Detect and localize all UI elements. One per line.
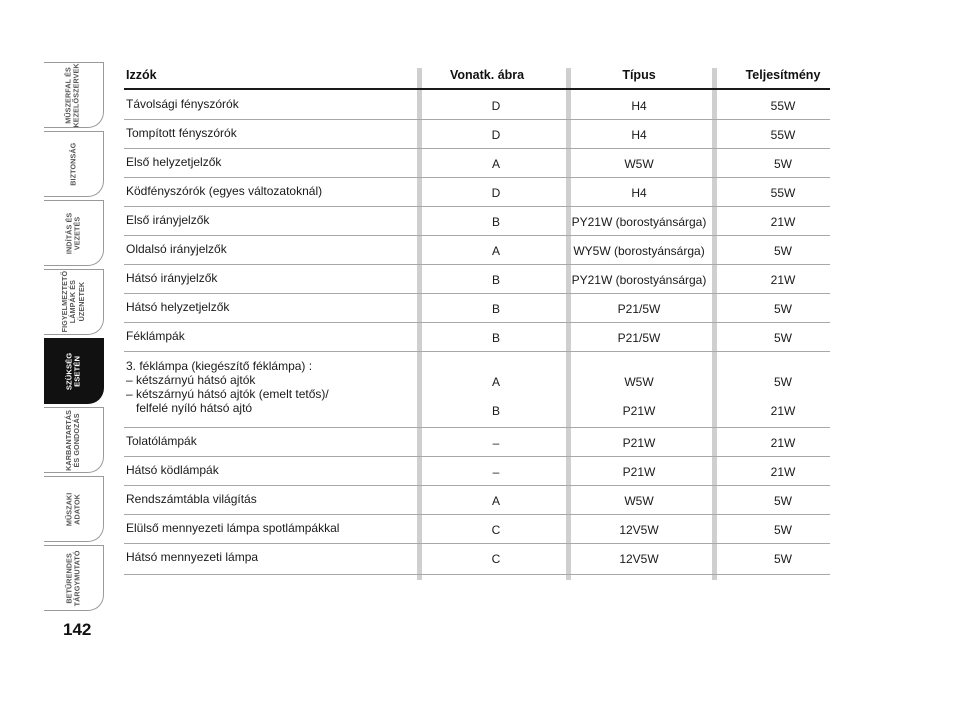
bulb-power: 5W bbox=[774, 523, 792, 537]
bulb-name: Rendszámtábla világítás bbox=[126, 492, 257, 506]
bulb-type: W5W bbox=[624, 157, 654, 171]
table-row bbox=[124, 293, 830, 323]
bulb-type: 12V5W bbox=[619, 552, 659, 566]
table-row bbox=[124, 351, 830, 428]
table-row bbox=[124, 206, 830, 236]
header-type: Típus bbox=[622, 68, 656, 82]
bulb-type: H4 bbox=[631, 128, 647, 142]
page-number: 142 bbox=[63, 620, 92, 639]
bulb-power: 5W bbox=[774, 331, 792, 345]
table-row bbox=[124, 427, 830, 457]
table-row bbox=[124, 456, 830, 486]
bulb-type: P21/5W bbox=[617, 302, 661, 316]
bulb-ref: C bbox=[491, 523, 501, 537]
tab-label: KARBANTARTÁS ÉS GONDOZÁS bbox=[64, 409, 82, 471]
bulb-type: P21W bbox=[622, 404, 656, 418]
tab-label: INDÍTÁS ÉS VEZETÉS bbox=[64, 212, 82, 254]
bulb-power: 5W bbox=[774, 375, 792, 389]
bulb-name: Féklámpák bbox=[126, 329, 185, 343]
tab-safety[interactable] bbox=[44, 131, 104, 197]
tab-index[interactable] bbox=[44, 545, 104, 611]
bulb-power: 55W bbox=[770, 128, 796, 142]
bulb-ref: B bbox=[491, 302, 500, 316]
tab-label: BETŰRENDES TÁRGYMUTATÓ bbox=[64, 550, 82, 606]
table-row bbox=[124, 148, 830, 178]
bulb-power: 5W bbox=[774, 552, 792, 566]
bulb-name: Hátsó helyzetjelzők bbox=[126, 300, 230, 314]
bulb-ref: D bbox=[491, 99, 501, 113]
bulb-ref: B bbox=[491, 215, 500, 229]
bulb-ref: D bbox=[491, 186, 501, 200]
bulb-type: P21W bbox=[622, 436, 656, 450]
bulb-power: 55W bbox=[770, 186, 796, 200]
bulb-ref: A bbox=[491, 375, 500, 389]
table-row bbox=[124, 264, 830, 294]
bulb-power: 21W bbox=[770, 436, 796, 450]
bulb-ref: A bbox=[491, 494, 500, 508]
table-row bbox=[124, 485, 830, 515]
table-row bbox=[124, 119, 830, 149]
header-bulbs: Izzók bbox=[126, 68, 157, 82]
tab-label: BIZTONSÁG bbox=[68, 142, 78, 186]
bulb-name: Távolsági fényszórók bbox=[126, 97, 239, 111]
bulb-name: Tompított fényszórók bbox=[126, 126, 237, 140]
table-row bbox=[124, 177, 830, 207]
bulb-ref: A bbox=[491, 244, 500, 258]
tab-dashboard-controls[interactable] bbox=[44, 62, 104, 128]
bulb-type: P21W bbox=[622, 465, 656, 479]
bulb-type: PY21W (borostyánsárga) bbox=[571, 273, 707, 287]
header-reference: Vonatk. ábra bbox=[450, 68, 525, 82]
bulb-type: PY21W (borostyánsárga) bbox=[571, 215, 707, 229]
bulb-name: Ködfényszórók (egyes változatoknál) bbox=[126, 184, 323, 198]
bulb-ref: – bbox=[492, 436, 500, 450]
tab-label: SZÜKSÉG ESETÉN bbox=[64, 352, 82, 390]
tab-label: MŰSZERFAL ÉS KEZELŐSZERVEK bbox=[64, 62, 82, 128]
bulb-name: Hátsó ködlámpák bbox=[126, 463, 219, 477]
bulb-power: 5W bbox=[774, 157, 792, 171]
tab-starting-driving[interactable] bbox=[44, 200, 104, 266]
bulb-power: 21W bbox=[770, 215, 796, 229]
bulb-type: W5W bbox=[624, 375, 654, 389]
header-power: Teljesítmény bbox=[745, 68, 821, 82]
bulb-name: Hátsó irányjelzők bbox=[126, 271, 218, 285]
table-row bbox=[124, 543, 830, 575]
bulb-name: 3. féklámpa (kiegészítő féklámpa) : – kétszárnyú hátsó ajtók – kétszárnyú hátsó ajtók (emelt tetős)/ felfelé nyíló hátsó ajtó bbox=[126, 359, 329, 415]
bulb-ref: B bbox=[491, 273, 500, 287]
table-row bbox=[124, 514, 830, 544]
bulb-type: P21/5W bbox=[617, 331, 661, 345]
bulb-power: 5W bbox=[774, 244, 792, 258]
bulb-type: H4 bbox=[631, 186, 647, 200]
table-row bbox=[124, 90, 830, 120]
bulb-type: H4 bbox=[631, 99, 647, 113]
tab-maintenance[interactable] bbox=[44, 407, 104, 473]
bulb-name: Elülső mennyezeti lámpa spotlámpákkal bbox=[126, 521, 340, 535]
bulb-power: 21W bbox=[770, 404, 796, 418]
bulb-ref: D bbox=[491, 128, 501, 142]
bulb-name: Oldalsó irányjelzők bbox=[126, 242, 227, 256]
tab-technical-data[interactable] bbox=[44, 476, 104, 542]
bulb-power: 21W bbox=[770, 273, 796, 287]
bulb-power: 55W bbox=[770, 99, 796, 113]
bulb-ref: C bbox=[491, 552, 501, 566]
bulb-name: Tolatólámpák bbox=[126, 434, 197, 448]
tab-emergency[interactable] bbox=[44, 338, 104, 404]
bulb-power: 5W bbox=[774, 302, 792, 316]
bulb-type: WY5W (borostyánsárga) bbox=[573, 244, 705, 258]
bulb-name: Első helyzetjelzők bbox=[126, 155, 222, 169]
bulb-ref: – bbox=[492, 465, 500, 479]
bulb-type: 12V5W bbox=[619, 523, 659, 537]
bulb-power: 21W bbox=[770, 465, 796, 479]
bulb-ref: B bbox=[491, 331, 500, 345]
bulb-ref: A bbox=[491, 157, 500, 171]
tab-label: MŰSZAKI ADATOK bbox=[64, 492, 82, 526]
table-row bbox=[124, 322, 830, 352]
bulb-power: 5W bbox=[774, 494, 792, 508]
bulb-type: W5W bbox=[624, 494, 654, 508]
tab-label: FIGYELMEZTETŐ LÁMPÁK ÉS ÜZENETEK bbox=[59, 271, 86, 333]
tab-warning-lights[interactable] bbox=[44, 269, 104, 335]
bulb-table bbox=[124, 62, 830, 580]
bulb-name: Első irányjelzők bbox=[126, 213, 210, 227]
bulb-ref: B bbox=[491, 404, 500, 418]
bulb-name: Hátsó mennyezeti lámpa bbox=[126, 550, 259, 564]
table-row bbox=[124, 235, 830, 265]
